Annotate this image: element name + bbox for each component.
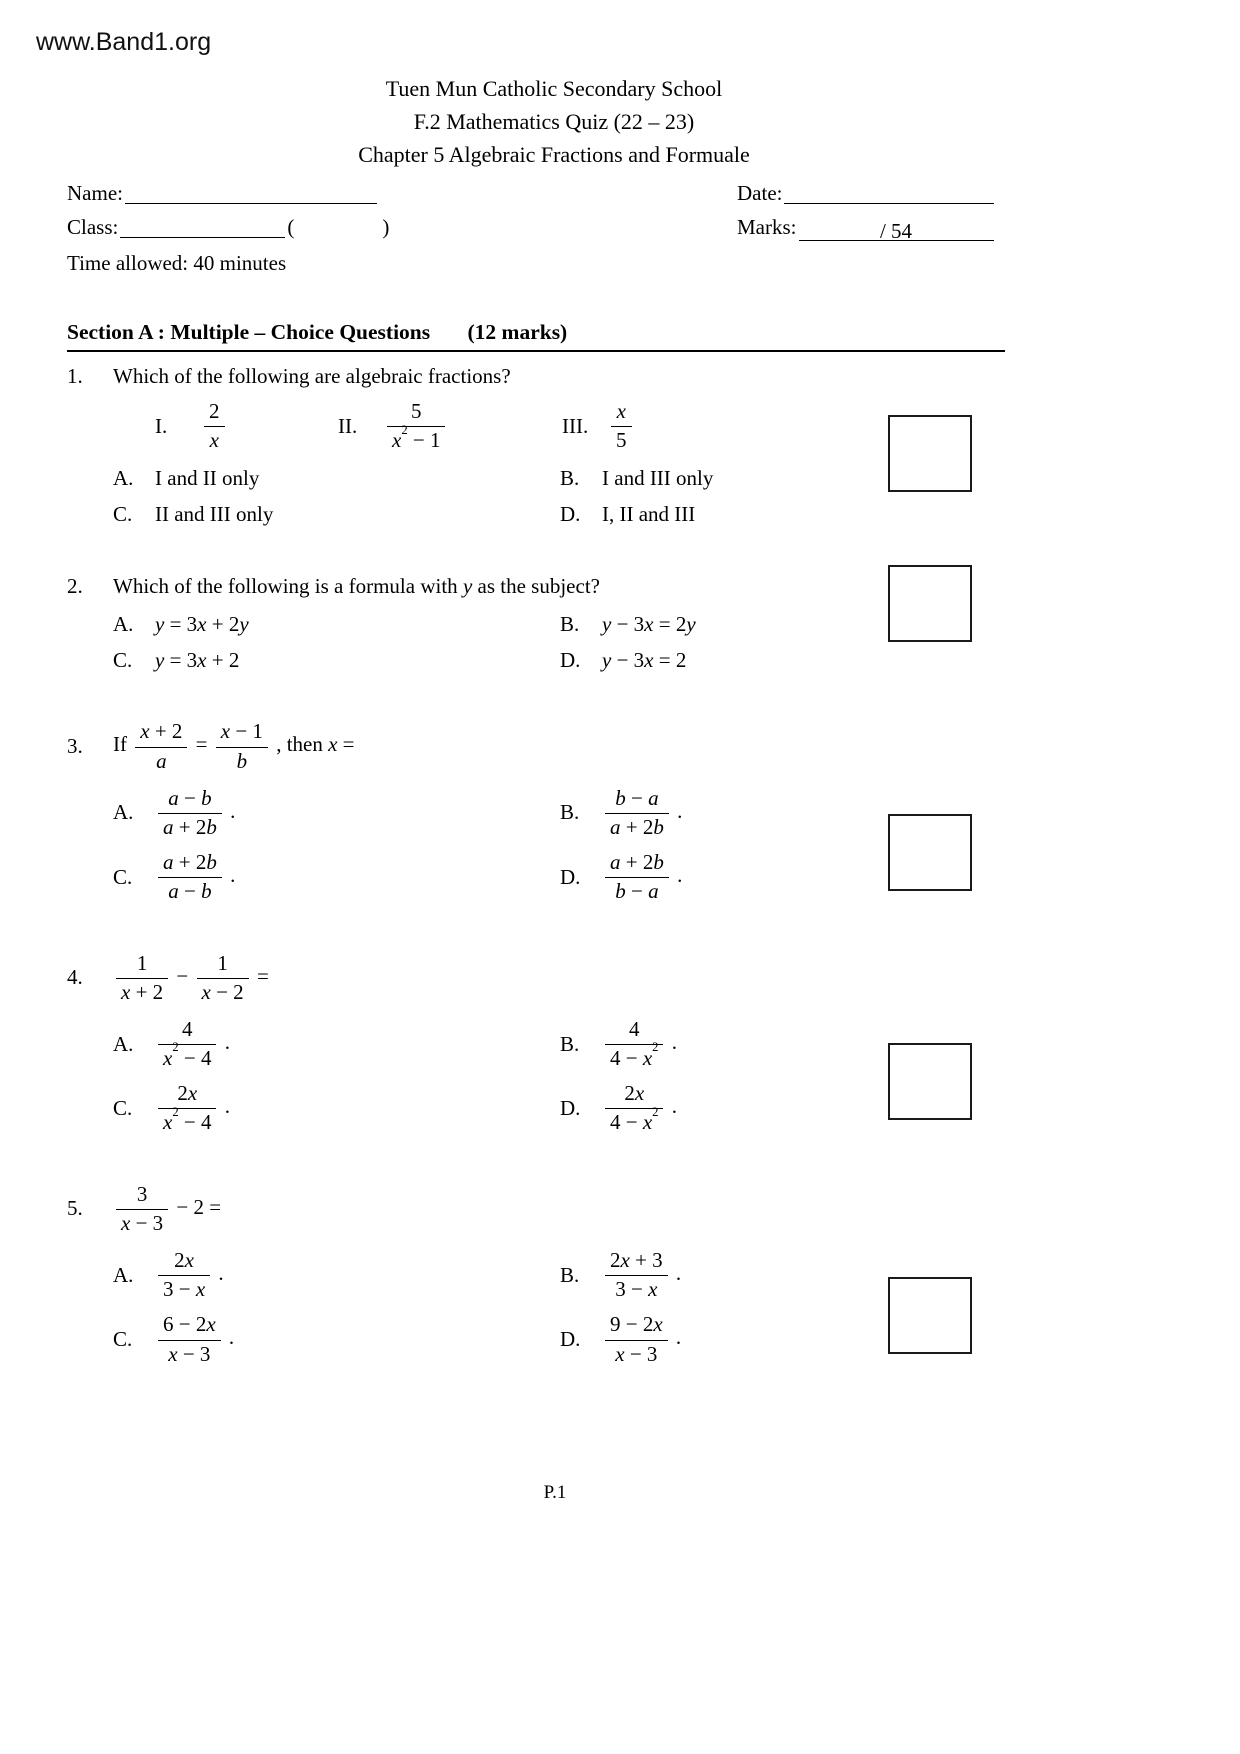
- fraction-numerator: 1: [116, 951, 168, 979]
- fraction-numerator: 3: [116, 1182, 168, 1210]
- roman-item-expression: [201, 399, 228, 453]
- question-stem-row: [67, 363, 1005, 389]
- option-d: [560, 850, 682, 904]
- options-grid: [113, 1248, 1005, 1367]
- answer-box: [888, 1277, 972, 1354]
- fraction: [611, 399, 632, 453]
- question-stem-row: [67, 1182, 1005, 1236]
- fraction-denominator: a: [156, 748, 167, 773]
- chapter-title: Chapter 5 Algebraic Fractions and Formuale: [358, 142, 750, 167]
- option-content: $\frac{6 - 2x}{x - 3}$ .: [155, 1312, 234, 1366]
- option-letter: A.: [113, 465, 134, 490]
- fraction-denominator: 3 − x: [163, 1277, 206, 1302]
- questions-list: [67, 363, 1005, 1367]
- option-content: $\frac{2x}{3 - x}$ .: [155, 1248, 224, 1302]
- question-number: 5.: [67, 1196, 83, 1221]
- fraction: [116, 951, 168, 1005]
- option-content: $\frac{2x}{x^2 - 4}$ .: [155, 1081, 230, 1135]
- fraction-numerator: 9 − 2x: [605, 1312, 668, 1340]
- answer-box: [888, 565, 972, 642]
- question-2: [67, 573, 1005, 673]
- option-content: $\frac{9 - 2x}{x - 3}$ .: [602, 1312, 681, 1366]
- option-letter: A.: [113, 1031, 134, 1056]
- marks-field-group: [737, 215, 1005, 241]
- fraction-denominator: $4 - x^2$: [610, 1040, 659, 1071]
- section-a-heading: [67, 320, 1005, 352]
- page-content: [67, 72, 1005, 1413]
- fraction-denominator: $x^2 - 1$: [392, 422, 441, 453]
- option-letter: B.: [560, 800, 580, 825]
- fraction: [158, 786, 222, 840]
- fraction: [605, 1312, 668, 1366]
- date-label: Date:: [737, 181, 783, 205]
- option-a: [113, 1017, 560, 1071]
- fraction-denominator: x + 2: [121, 979, 164, 1004]
- option-content: $\frac{4}{x^2 - 4}$ .: [155, 1017, 230, 1071]
- marks-label: Marks:: [737, 215, 797, 239]
- options-grid: [113, 465, 1005, 527]
- question-stem-row: [67, 719, 1005, 773]
- fraction-denominator: x − 3: [168, 1341, 211, 1366]
- option-content: y = 3x + 2y: [155, 611, 249, 636]
- fraction-numerator: 2x: [605, 1081, 663, 1109]
- option-d: [560, 1312, 681, 1366]
- fraction-numerator: 2x: [158, 1081, 216, 1109]
- fraction: [158, 850, 222, 904]
- question-4: [67, 951, 1005, 1136]
- option-letter: D.: [560, 1327, 581, 1352]
- fraction-numerator: a − b: [158, 786, 222, 814]
- time-allowed-row: [67, 251, 1005, 275]
- options-grid: [113, 611, 1005, 673]
- option-content: I, II and III: [602, 501, 696, 526]
- fraction-numerator: 2x: [158, 1248, 210, 1276]
- option-letter: A.: [113, 611, 134, 636]
- fraction-denominator: a − b: [168, 879, 212, 904]
- section-a-marks: (12 marks): [467, 320, 568, 344]
- question-1: [67, 363, 1005, 527]
- name-field-group: [67, 181, 737, 205]
- fraction-denominator: 3 − x: [615, 1277, 658, 1302]
- option-letter: D.: [560, 647, 581, 672]
- fraction-denominator: $x^2 - 4$: [163, 1104, 212, 1135]
- class-number-paren-close: ): [382, 215, 390, 239]
- fraction-denominator: b − a: [615, 879, 659, 904]
- option-content: $\frac{2x}{4 - x^2}$ .: [602, 1081, 677, 1135]
- question-5: [67, 1182, 1005, 1367]
- option-letter: B.: [560, 465, 580, 490]
- roman-items-row: [155, 399, 1005, 453]
- fraction-denominator: $4 - x^2$: [610, 1104, 659, 1135]
- option-a: [113, 465, 560, 491]
- roman-item-expression: [608, 399, 635, 453]
- fraction-denominator: a + 2b: [610, 814, 664, 839]
- fraction: [605, 786, 669, 840]
- option-letter: A.: [113, 800, 134, 825]
- fraction-numerator: 2x + 3: [605, 1248, 668, 1276]
- option-content: y = 3x + 2: [155, 647, 240, 672]
- roman-item-label: II.: [338, 413, 358, 438]
- question-stem: $\frac{1}{x + 2}$ − $\frac{1}{x - 2}$ =: [113, 951, 269, 1005]
- fraction-denominator: a + 2b: [163, 814, 217, 839]
- option-content: y − 3x = 2: [602, 647, 687, 672]
- fraction: [158, 1312, 221, 1366]
- class-number-paren-open: (: [287, 215, 295, 239]
- fraction-denominator: b: [236, 748, 248, 773]
- option-b: [560, 1017, 677, 1071]
- fraction-numerator: 1: [197, 951, 249, 979]
- fraction-numerator: x + 2: [135, 719, 187, 747]
- section-a-title: Section A : Multiple – Choice Questions: [67, 320, 431, 344]
- option-letter: B.: [560, 1031, 580, 1056]
- question-stem: Which of the following is a formula with y as the subject?: [113, 573, 600, 598]
- page-number: P.1: [543, 1482, 567, 1503]
- fraction-denominator: x − 3: [121, 1210, 164, 1235]
- date-field-group: [737, 181, 1005, 205]
- fraction-denominator: 5: [616, 428, 627, 453]
- roman-item: [155, 399, 338, 453]
- fraction-numerator: 4: [158, 1017, 216, 1045]
- option-content: I and II only: [155, 465, 260, 490]
- option-letter: C.: [113, 501, 133, 526]
- fraction: [197, 951, 249, 1005]
- option-content: $\frac{2x + 3}{3 - x}$ .: [602, 1248, 681, 1302]
- document-header: [67, 72, 1005, 171]
- fraction-denominator: x − 3: [615, 1341, 658, 1366]
- student-info-form: [67, 181, 1005, 275]
- fraction: [158, 1081, 216, 1135]
- option-letter: B.: [560, 1262, 580, 1287]
- fraction-numerator: a + 2b: [605, 850, 669, 878]
- option-content: $\frac{a - b}{a + 2b}$ .: [155, 786, 235, 840]
- option-d: [560, 647, 696, 673]
- name-blank-line: [125, 182, 377, 204]
- option-c: [113, 1312, 560, 1366]
- question-number: 3.: [67, 734, 83, 759]
- option-letter: D.: [560, 501, 581, 526]
- fraction-numerator: 6 − 2x: [158, 1312, 221, 1340]
- watermark-text: www.Band1.org: [36, 28, 212, 56]
- question-3: [67, 719, 1005, 904]
- option-b: [560, 1248, 681, 1302]
- name-date-row: [67, 181, 1005, 205]
- fraction-denominator: x − 2: [201, 979, 244, 1004]
- roman-item-label: I.: [155, 413, 168, 438]
- fraction: [158, 1248, 210, 1302]
- fraction-numerator: b − a: [605, 786, 669, 814]
- fraction-numerator: x: [611, 399, 632, 427]
- question-number: 1.: [67, 363, 83, 388]
- option-a: [113, 1248, 560, 1302]
- fraction-denominator: $x^2 - 4$: [163, 1040, 212, 1071]
- class-blank-line: [120, 216, 285, 238]
- option-letter: C.: [113, 647, 133, 672]
- option-letter: C.: [113, 1327, 133, 1352]
- roman-item-label: III.: [562, 413, 589, 438]
- fraction-numerator: 2: [204, 399, 225, 427]
- options-grid: [113, 1017, 1005, 1136]
- answer-box: [888, 814, 972, 891]
- option-c: [113, 647, 560, 673]
- option-content: $\frac{a + 2b}{b - a}$ .: [602, 850, 682, 904]
- fraction: [158, 1017, 216, 1071]
- fraction-numerator: 4: [605, 1017, 663, 1045]
- option-a: [113, 786, 560, 840]
- class-label: Class:: [67, 215, 119, 239]
- question-stem: Which of the following are algebraic fractions?: [113, 363, 511, 388]
- roman-item-expression: [384, 399, 448, 453]
- option-c: [113, 501, 560, 527]
- option-content: II and III only: [155, 501, 274, 526]
- class-field-group: [67, 215, 737, 241]
- fraction: [605, 1017, 663, 1071]
- fraction-numerator: a + 2b: [158, 850, 222, 878]
- question-stem: If $\frac{x + 2}{a}$ = $\frac{x - 1}{b}$ , then x =: [113, 719, 355, 773]
- fraction: [135, 719, 187, 773]
- option-letter: C.: [113, 864, 133, 889]
- answer-box: [888, 1043, 972, 1120]
- question-number: 4.: [67, 965, 83, 990]
- question-stem: $\frac{3}{x - 3}$ − 2 =: [113, 1182, 221, 1236]
- fraction-denominator: x: [209, 428, 219, 453]
- fraction: [116, 1182, 168, 1236]
- option-content: $\frac{4}{4 - x^2}$ .: [602, 1017, 677, 1071]
- question-number: 2.: [67, 573, 83, 598]
- option-content: I and III only: [602, 465, 714, 490]
- options-grid: [113, 786, 1005, 905]
- date-blank-line: [784, 182, 994, 204]
- option-d: [560, 501, 713, 527]
- marks-blank-line: [799, 219, 994, 241]
- option-c: [113, 850, 560, 904]
- class-marks-row: [67, 215, 1005, 241]
- roman-item: [562, 399, 635, 453]
- option-letter: C.: [113, 1095, 133, 1120]
- option-c: [113, 1081, 560, 1135]
- fraction: [605, 850, 669, 904]
- option-b: [560, 786, 682, 840]
- fraction-numerator: 5: [387, 399, 445, 427]
- quiz-title: F.2 Mathematics Quiz (22 – 23): [413, 109, 695, 134]
- option-a: [113, 611, 560, 637]
- fraction: [605, 1248, 668, 1302]
- option-letter: D.: [560, 1095, 581, 1120]
- time-allowed-text: Time allowed: 40 minutes: [67, 251, 287, 275]
- question-stem-row: [67, 573, 1005, 599]
- answer-box: [888, 415, 972, 492]
- option-letter: D.: [560, 864, 581, 889]
- option-b: [560, 465, 713, 491]
- option-content: $\frac{b - a}{a + 2b}$ .: [602, 786, 682, 840]
- fraction: [605, 1081, 663, 1135]
- option-letter: A.: [113, 1262, 134, 1287]
- fraction-numerator: x − 1: [216, 719, 268, 747]
- school-name: Tuen Mun Catholic Secondary School: [385, 76, 723, 101]
- option-content: $\frac{a + 2b}{a - b}$ .: [155, 850, 235, 904]
- option-letter: B.: [560, 611, 580, 636]
- option-b: [560, 611, 696, 637]
- name-label: Name:: [67, 181, 123, 205]
- roman-item: [338, 399, 562, 453]
- option-content: y − 3x = 2y: [602, 611, 696, 636]
- fraction: [387, 399, 445, 453]
- option-d: [560, 1081, 677, 1135]
- fraction: [204, 399, 225, 453]
- marks-total: / 54: [879, 219, 913, 243]
- question-stem-row: [67, 951, 1005, 1005]
- fraction: [216, 719, 268, 773]
